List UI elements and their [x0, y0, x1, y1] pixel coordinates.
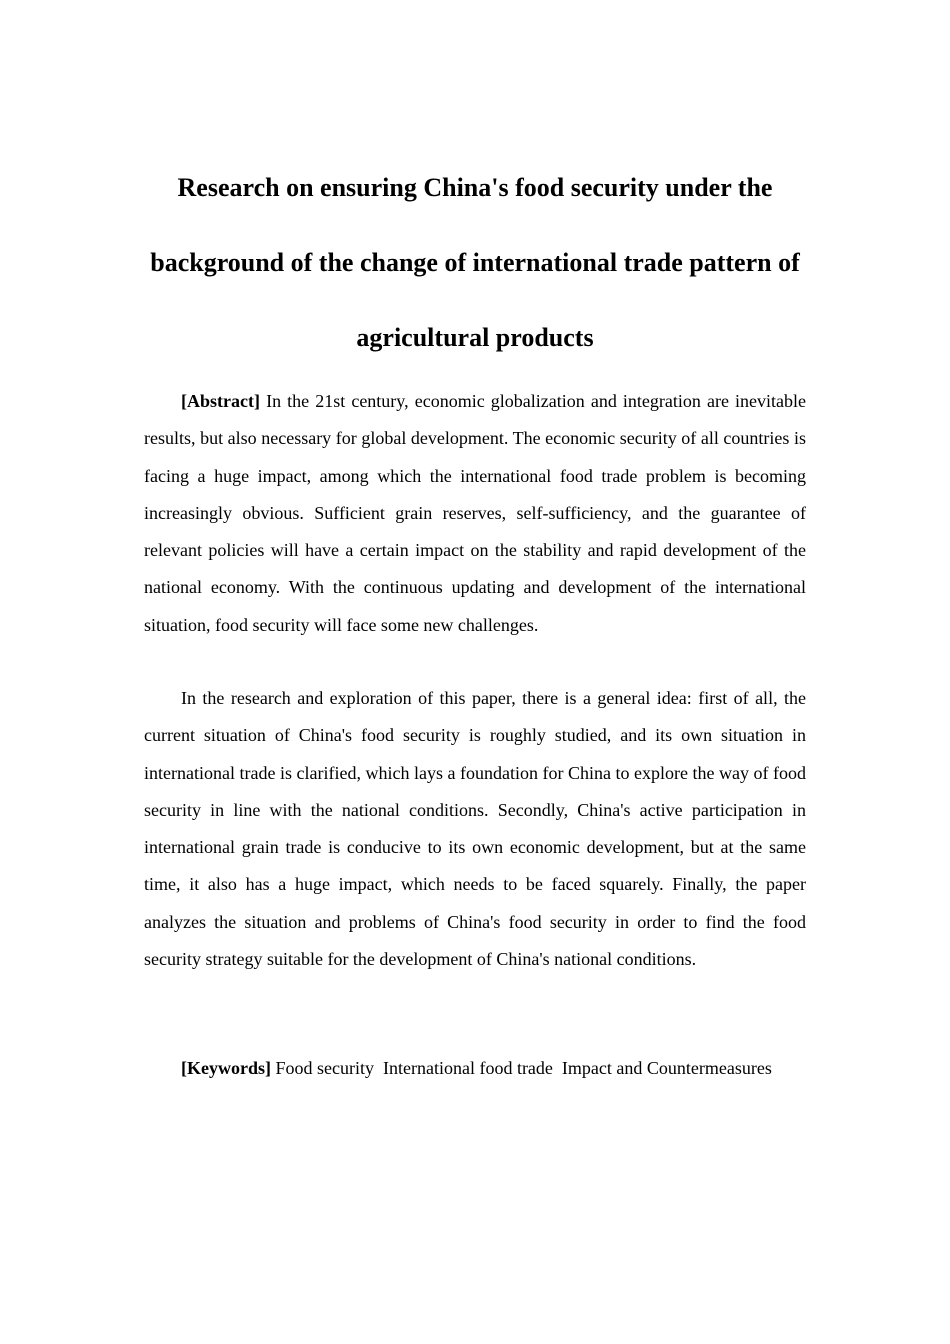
title-line-2: background of the change of international trade pattern of: [150, 248, 800, 277]
body-paragraph: In the research and exploration of this paper, there is a general idea: first of all, the current situation of China's food security is roughly studied, and its own situation in international trade is clarified, which lays a foundation for China to explore the way of food security in line with the national conditions. Secondly, China's active participation in international grain trade is conducive to its own economic development, but at the same time, it also has a huge impact, which needs to be faced squarely. Finally, the paper analyzes the situation and problems of China's food security in order to find the food security strategy suitable for the development of China's national conditions.: [144, 688, 806, 970]
title-line-1: Research on ensuring China's food security under the: [177, 173, 773, 202]
page-title: [120, 150, 830, 375]
title-line-3: agricultural products: [356, 323, 594, 352]
keywords-label: [Keywords]: [181, 1058, 271, 1078]
abstract-label: [Abstract]: [181, 391, 260, 411]
keyword-item: International food trade: [382, 1058, 553, 1078]
keywords-paragraph: [144, 1050, 806, 1088]
keyword-item: Impact and Countermeasures: [561, 1058, 772, 1078]
abstract-text: In the 21st century, economic globalization and integration are inevitable results, but also necessary for global development. The economic security of all countries is facing a huge impact, among which the international food trade problem is becoming increasingly obvious. Sufficient grain reserves, self-sufficiency, and the guarantee of relevant policies will have a certain impact on the stability and rapid development of the national economy. With the continuous updating and development of the international situation, food security will face some new challenges.: [144, 391, 806, 635]
keyword-item: Food security: [275, 1058, 374, 1078]
abstract-paragraph: [144, 383, 806, 644]
